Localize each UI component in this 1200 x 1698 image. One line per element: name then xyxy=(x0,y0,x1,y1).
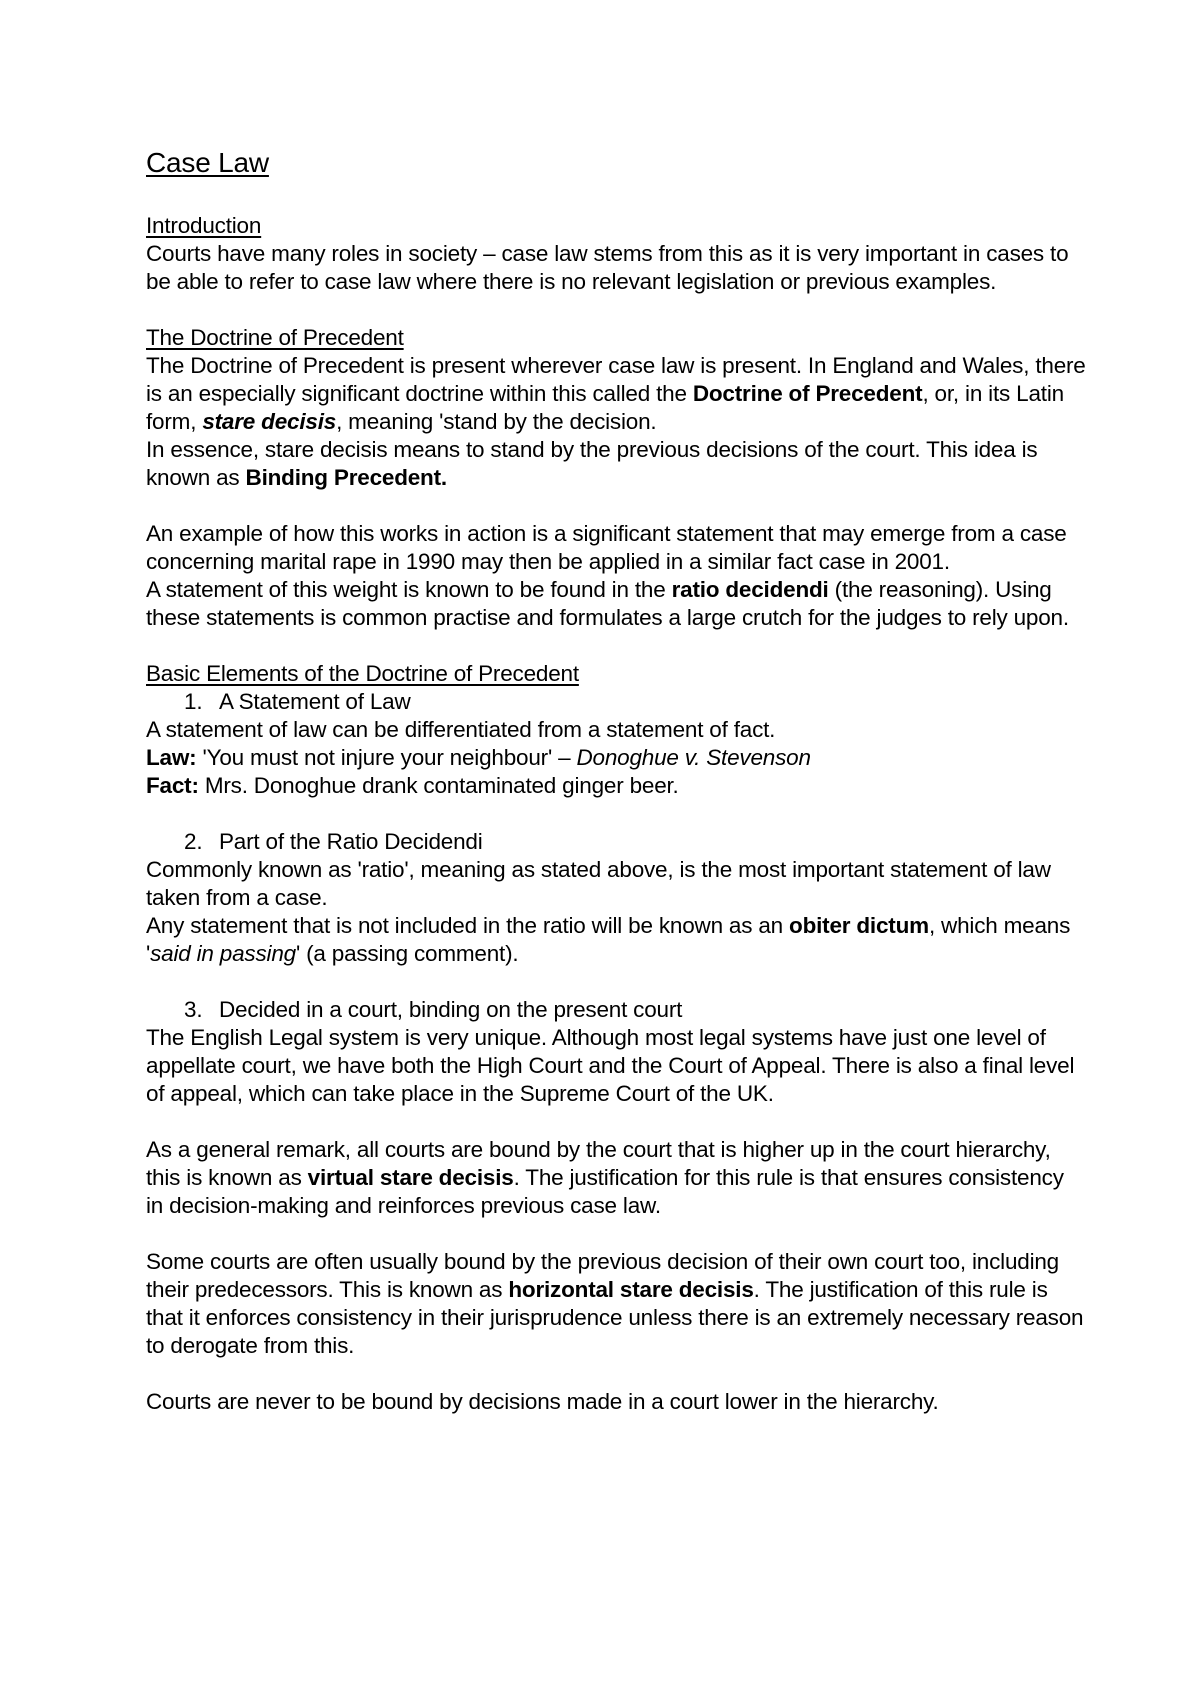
doctrine-paragraph-3: An example of how this works in action is a significant statement that may emerge from a case concerning marital rape in 1990 may then be applied in a similar fact case in 2001. xyxy=(146,521,1067,574)
intro-heading: Introduction xyxy=(146,213,262,238)
item1-paragraph: A statement of law can be differentiated from a statement of fact. xyxy=(146,717,776,742)
doctrine-paragraph-1: The Doctrine of Precedent is present wherever case law is present. In England and Wales, there is an especially significant doctrine within this called the Doctrine of Precedent, or, in its Latin form, stare decisis, meaning 'stand by the decision. xyxy=(146,353,1086,434)
list-item-1: 1. A Statement of Law xyxy=(184,689,411,714)
doctrine-paragraph-4: A statement of this weight is known to be found in the ratio decidendi (the reasoning). Using these statements is common practise and formulates a large crutch for the judges to rely upon. xyxy=(146,577,1069,630)
item3-paragraph-3: Some courts are often usually bound by the previous decision of their own court too, including their predecessors. This is known as horizontal stare decisis. The justification of this rule is that it enforces consistency in their jurisprudence unless there is an extremely necessary reason to derogate from this. xyxy=(146,1249,1084,1358)
elements-heading: Basic Elements of the Doctrine of Precedent xyxy=(146,661,579,686)
list-item-2: 2. Part of the Ratio Decidendi xyxy=(184,829,483,854)
item2-paragraph-2: Any statement that is not included in the ratio will be known as an obiter dictum, which means 'said in passing' (a passing comment). xyxy=(146,913,1071,966)
law-line: Law: 'You must not injure your neighbour' – Donoghue v. Stevenson xyxy=(146,745,811,770)
item2-paragraph-1: Commonly known as 'ratio', meaning as stated above, is the most important statement of law taken from a case. xyxy=(146,857,1051,910)
doctrine-paragraph-2: In essence, stare decisis means to stand by the previous decisions of the court. This idea is known as Binding Precedent. xyxy=(146,437,1038,490)
document-body xyxy=(146,146,1086,1416)
item3-paragraph-4: Courts are never to be bound by decisions made in a court lower in the hierarchy. xyxy=(146,1389,939,1414)
item3-paragraph-1: The English Legal system is very unique. Although most legal systems have just one level of appellate court, we have both the High Court and the Court of Appeal. There is also a final level of appeal, which can take place in the Supreme Court of the UK. xyxy=(146,1025,1075,1106)
doctrine-heading: The Doctrine of Precedent xyxy=(146,325,404,350)
item3-paragraph-2: As a general remark, all courts are bound by the court that is higher up in the court hierarchy, this is known as virtual stare decisis. The justification for this rule is that ensures consistency in decision-making and reinforces previous case law. xyxy=(146,1137,1064,1218)
page-title: Case Law xyxy=(146,147,269,178)
intro-paragraph: Courts have many roles in society – case law stems from this as it is very important in cases to be able to refer to case law where there is no relevant legislation or previous examples. xyxy=(146,241,1069,294)
list-item-3: 3. Decided in a court, binding on the present court xyxy=(184,997,683,1022)
fact-line: Fact: Mrs. Donoghue drank contaminated ginger beer. xyxy=(146,773,679,798)
